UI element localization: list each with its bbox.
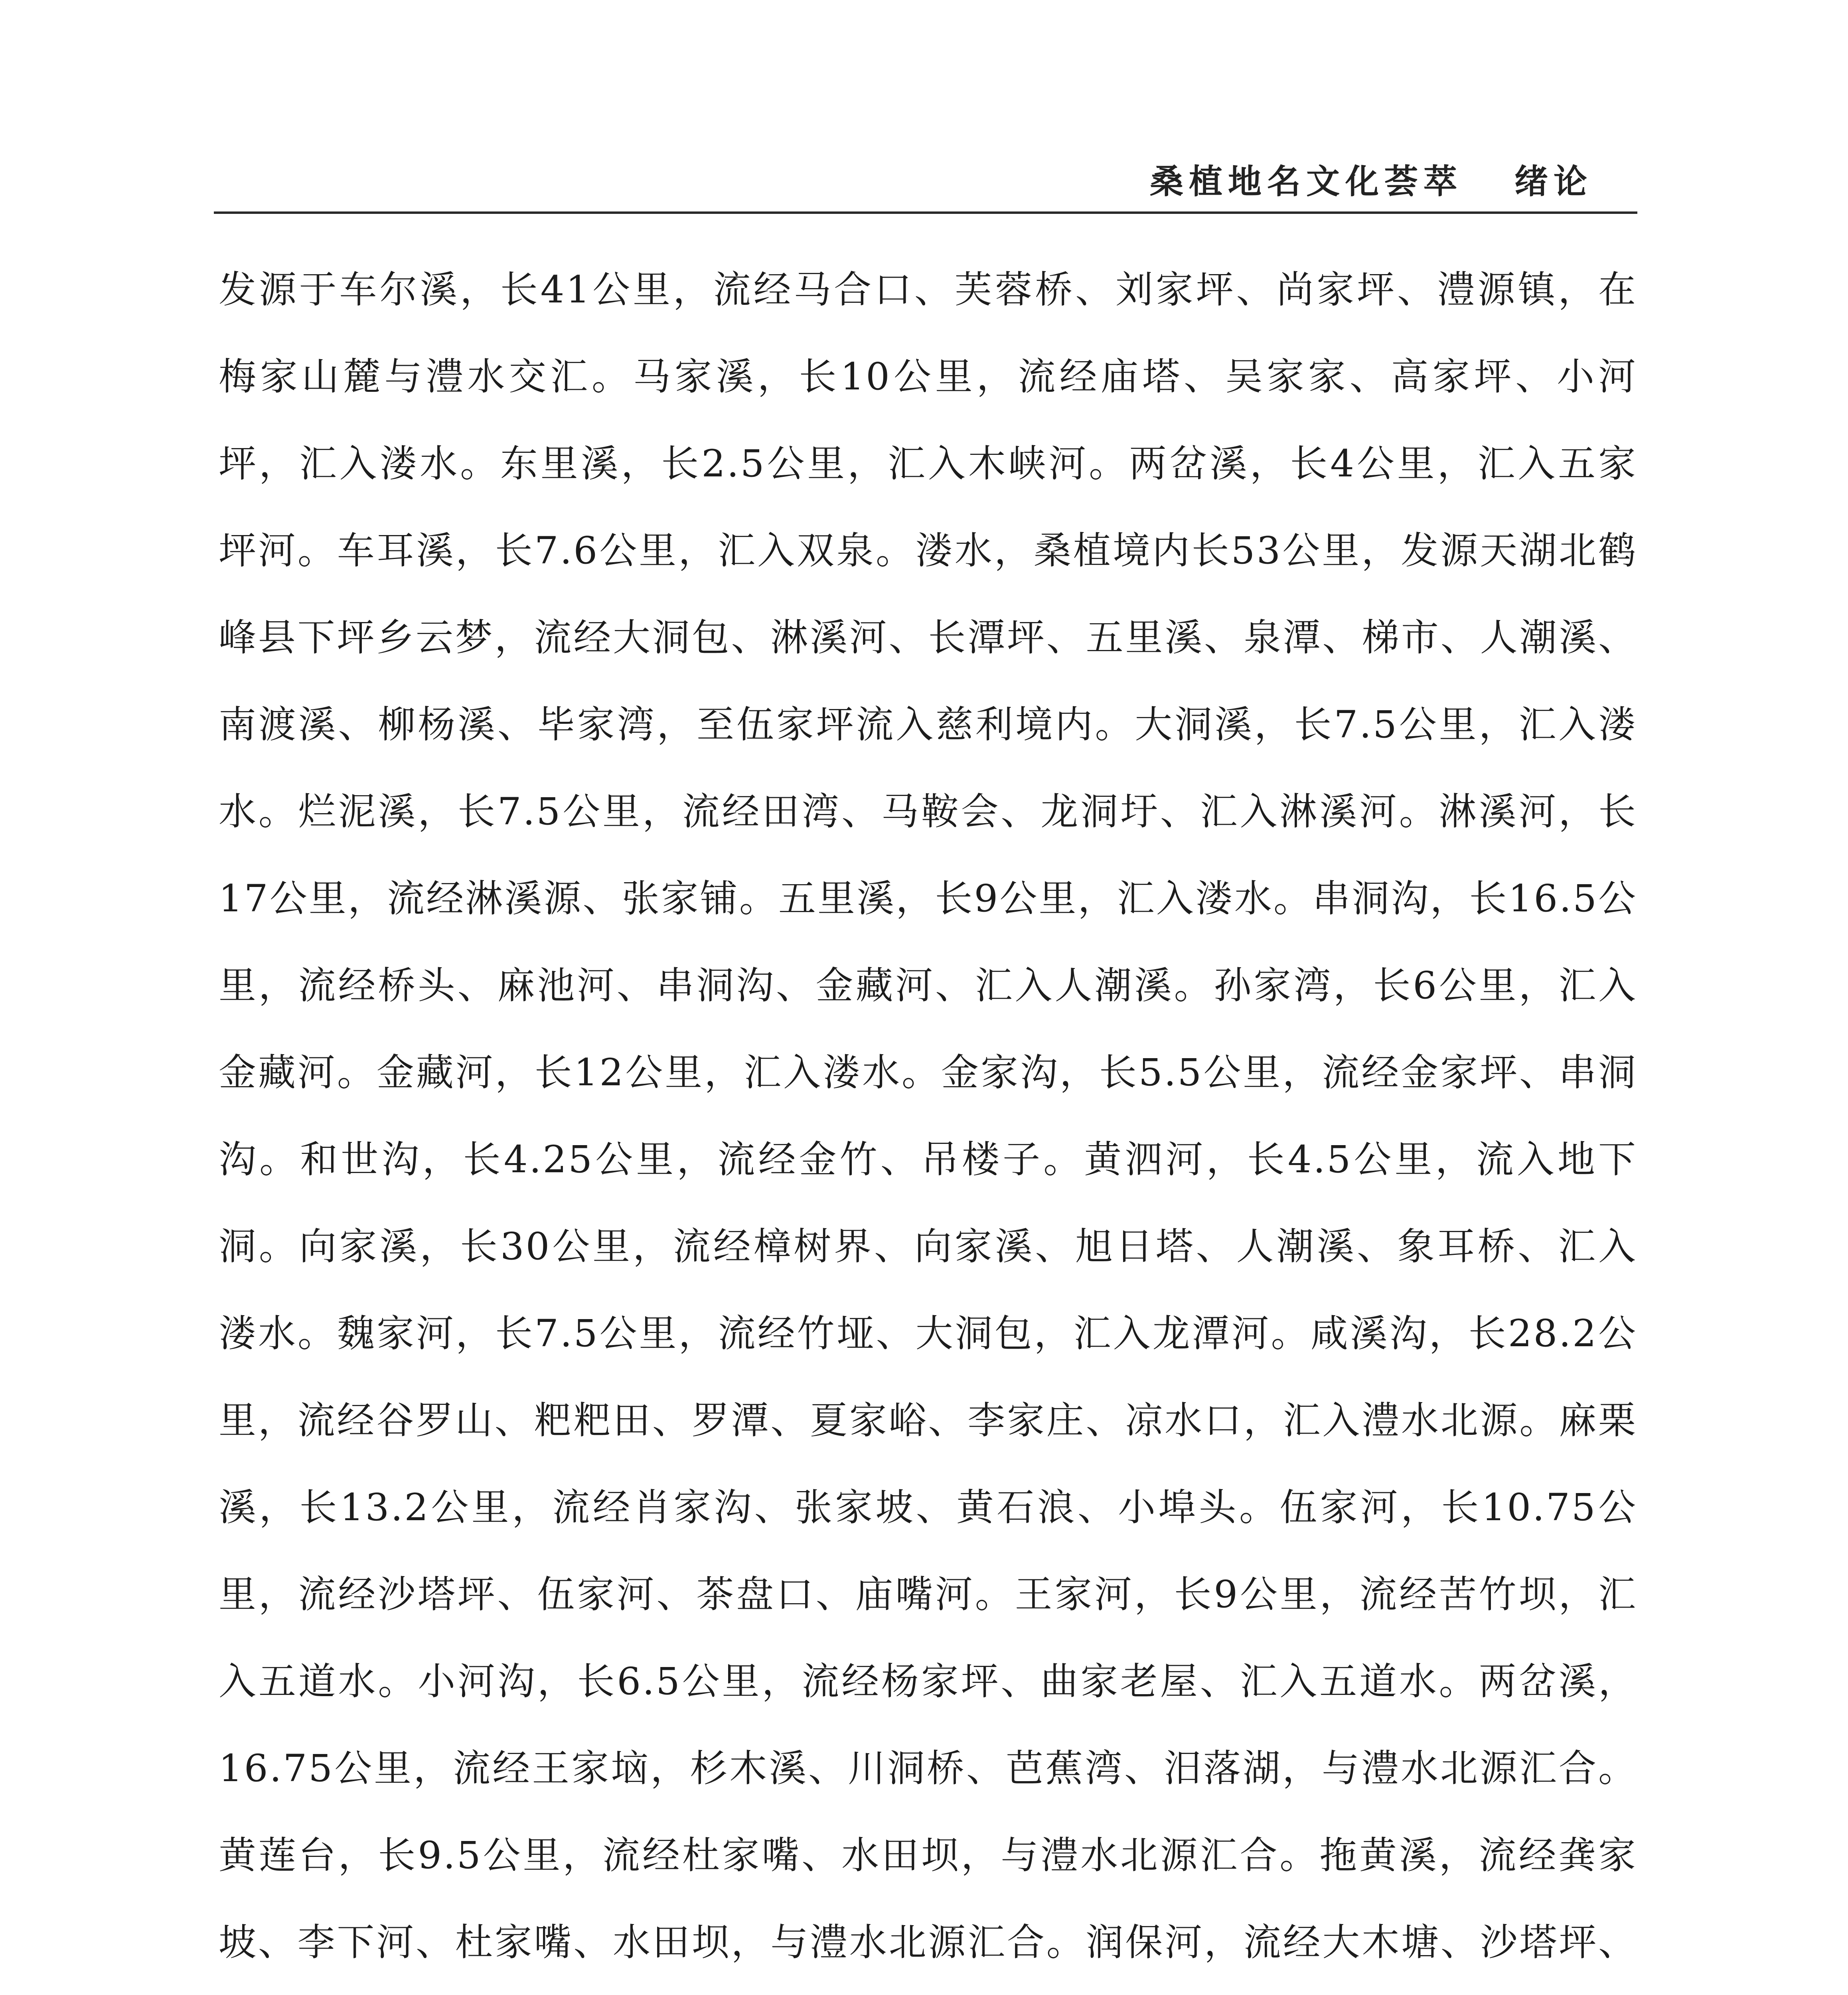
- running-header: [214, 151, 1637, 214]
- body-paragraph-rivers: 发源于车尔溪，长41公里，流经马合口、芙蓉桥、刘家坪、尚家坪、澧源镇，在梅家山麓与澧水交汇。马家溪，长10公里，流经庙塔、吴家家、高家坪、小河坪，汇入溇水。东里溪，长2.5公里，汇入木峡河。两岔溪，长4公里，汇入五家坪河。车耳溪，长7.6公里，汇入双泉。溇水，桑植境内长53公里，发源天湖北鹤峰县下坪乡云梦，流经大洞包、淋溪河、长潭坪、五里溪、泉潭、梯市、人潮溪、南渡溪、柳杨溪、毕家湾，至伍家坪流入慈利境内。大洞溪，长7.5公里，汇入溇水。烂泥溪，长7.5公里，流经田湾、马鞍会、龙洞圩、汇入淋溪河。淋溪河，长17公里，流经淋溪源、张家铺。五里溪，长9公里，汇入溇水。串洞沟，长16.5公里，流经桥头、麻池河、串洞沟、金藏河、汇入人潮溪。孙家湾，长6公里，汇入金藏河。金藏河，长12公里，汇入溇水。金家沟，长5.5公里，流经金家坪、串洞沟。和世沟，长4.25公里，流经金竹、吊楼子。黄泗河，长4.5公里，流入地下洞。向家溪，长30公里，流经樟树界、向家溪、旭日塔、人潮溪、象耳桥、汇入溇水。魏家河，长7.5公里，流经竹垭、大洞包，汇入龙潭河。咸溪沟，长28.2公里，流经谷罗山、粑粑田、罗潭、夏家峪、李家庄、凉水口，汇入澧水北源。麻栗溪，长13.2公里，流经肖家沟、张家坡、黄石浪、小埠头。伍家河，长10.75公里，流经沙塔坪、伍家河、茶盘口、庙嘴河。王家河，长9公里，流经苦竹坝，汇入五道水。小河沟，长6.5公里，流经杨家坪、曲家老屋、汇入五道水。两岔溪，16.75公里，流经王家垴，杉木溪、川洞桥、芭蕉湾、汨落湖，与澧水北源汇合。黄莲台，长9.5公里，流经杜家嘴、水田坝，与澧水北源汇合。拖黄溪，流经龚家坡、李下河、杜家嘴、水田坝，与澧水北源汇合。润保河，流经大木塘、沙塔坪、: [219, 268, 1637, 1964]
- section-title: 绪论: [1514, 162, 1593, 201]
- header-text: [1150, 155, 1593, 203]
- page-body: [219, 247, 1637, 1995]
- book-title: 桑植地名文化荟萃: [1149, 162, 1463, 201]
